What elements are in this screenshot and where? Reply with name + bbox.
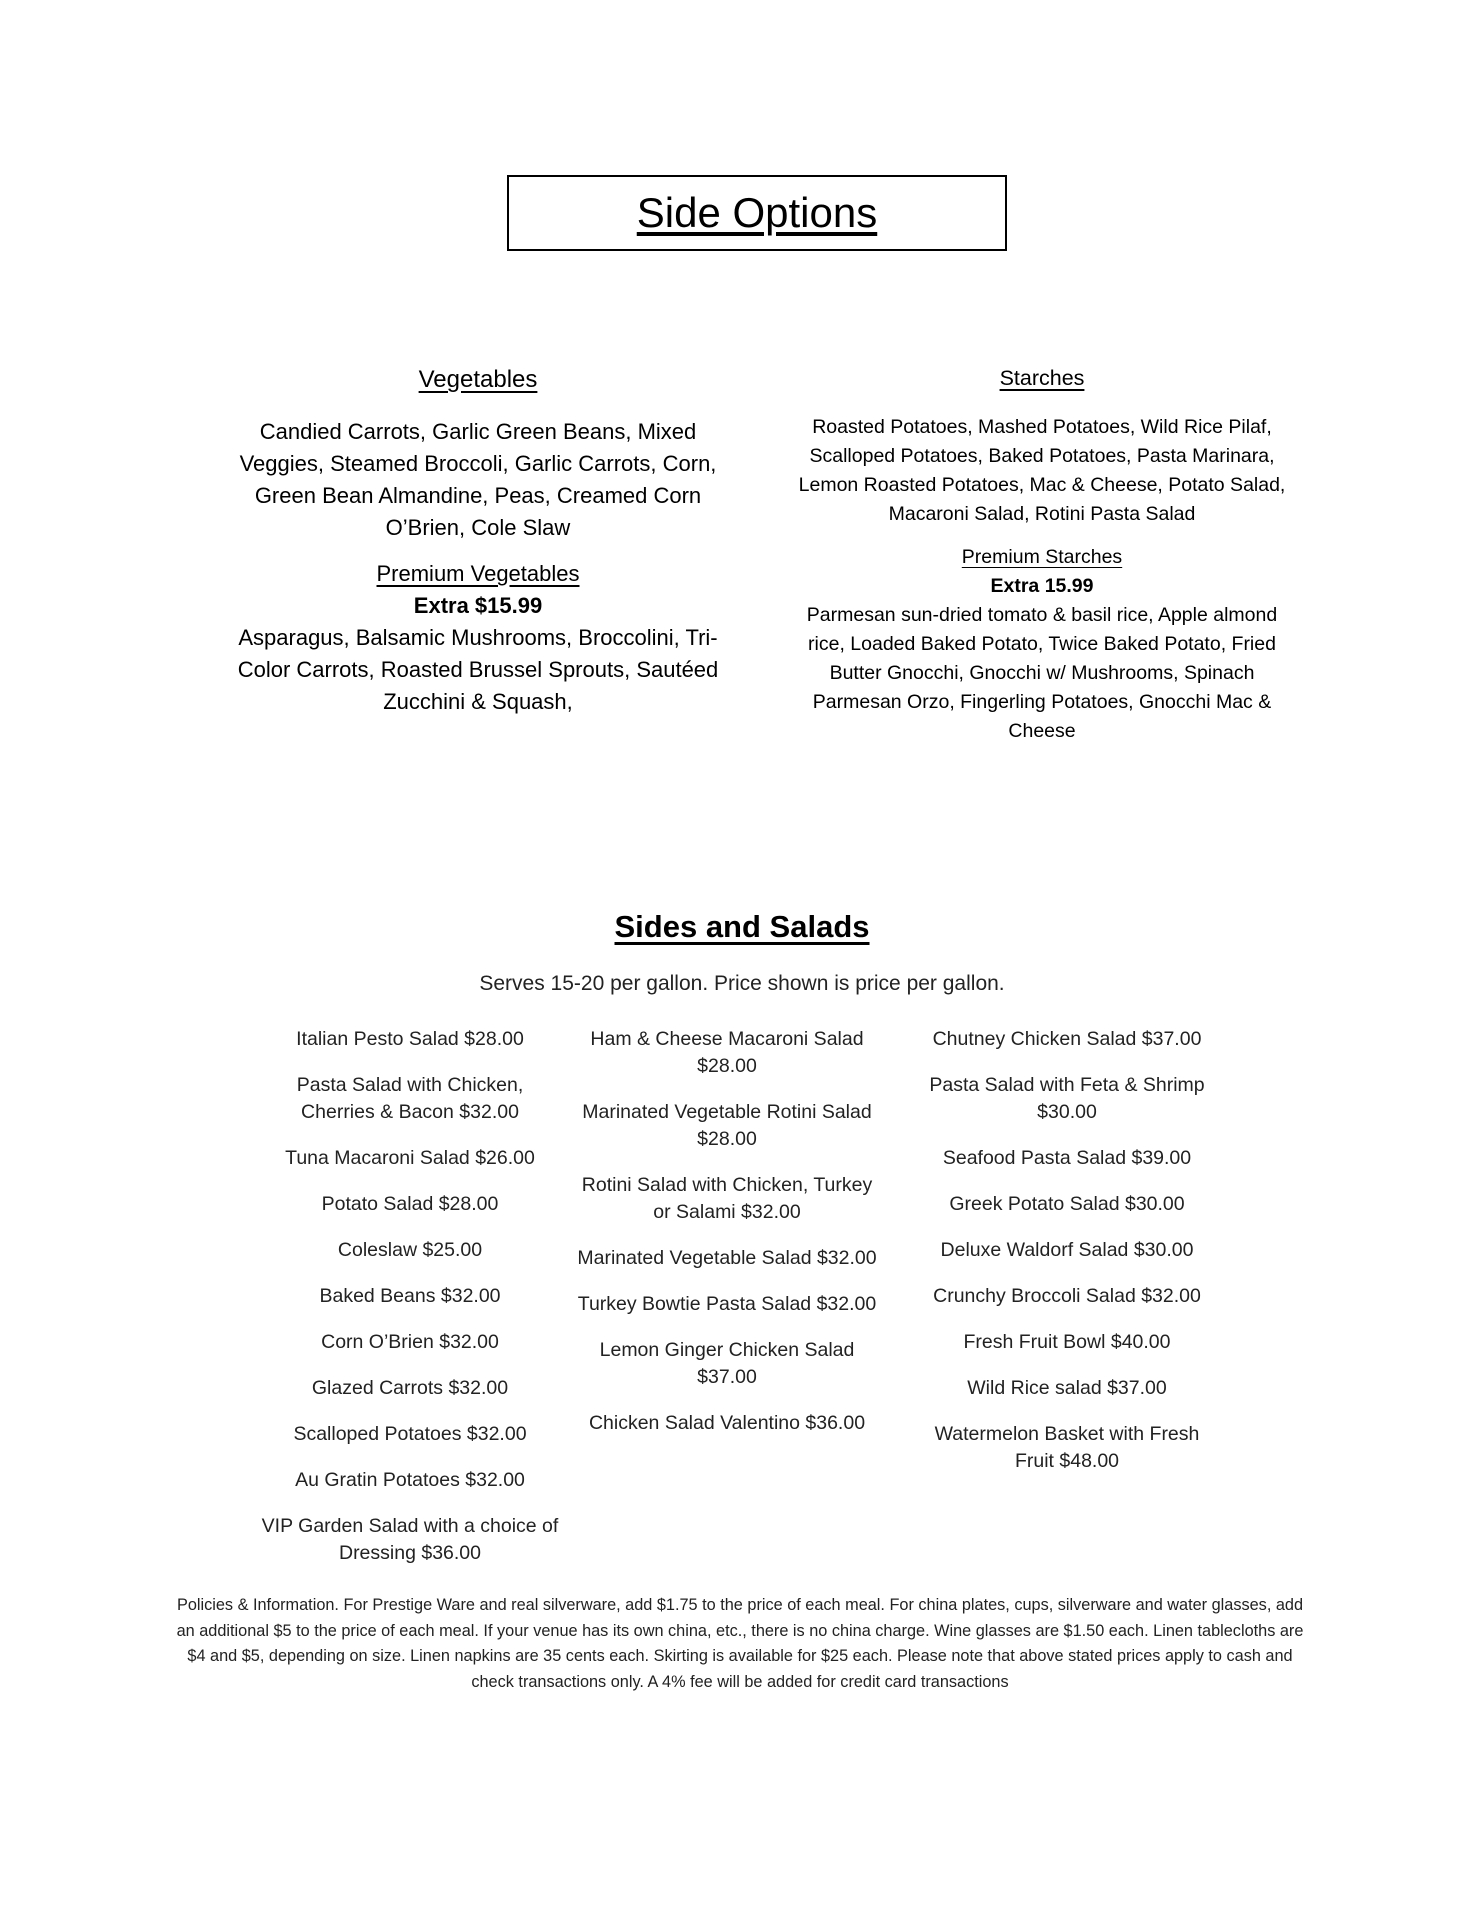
menu-item: Fresh Fruit Bowl $40.00 bbox=[963, 1331, 1171, 1353]
starches-heading: Starches bbox=[999, 366, 1085, 390]
page-title: Side Options bbox=[636, 189, 878, 236]
menu-item: Seafood Pasta Salad $39.00 bbox=[942, 1147, 1192, 1169]
menu-item: Marinated Vegetable Rotini Salad $28.00 bbox=[582, 1101, 872, 1150]
menu-item: Greek Potato Salad $30.00 bbox=[949, 1193, 1185, 1215]
premium-vegetables-list: Asparagus, Balsamic Mushrooms, Broccolini, Tri-Color Carrots, Roasted Brussel Sprouts, Sautéed Zucchini & Squash, bbox=[237, 625, 719, 714]
sides-heading: Sides and Salads bbox=[614, 909, 870, 944]
menu-item: Corn O’Brien $32.00 bbox=[321, 1331, 499, 1353]
starches-list: Roasted Potatoes, Mashed Potatoes, Wild Rice Pilaf, Scalloped Potatoes, Baked Potatoes, Pasta Marinara, Lemon Roasted Potatoes, Mac & Cheese, Potato Salad, Macaroni Salad, Rotini Pasta Salad bbox=[798, 416, 1286, 525]
menu-item: Chutney Chicken Salad $37.00 bbox=[932, 1028, 1202, 1050]
menu-item: Glazed Carrots $32.00 bbox=[311, 1377, 509, 1399]
serves-note: Serves 15-20 per gallon. Price shown is price per gallon. bbox=[479, 972, 1005, 995]
menu-item: Ham & Cheese Macaroni Salad $28.00 bbox=[590, 1028, 864, 1077]
menu-item: Crunchy Broccoli Salad $32.00 bbox=[933, 1285, 1201, 1307]
menu-item: Potato Salad $28.00 bbox=[321, 1193, 499, 1215]
sides-column-3 bbox=[917, 1026, 1217, 1494]
menu-item: Tuna Macaroni Salad $26.00 bbox=[285, 1147, 535, 1169]
menu-item: Pasta Salad with Feta & Shrimp $30.00 bbox=[929, 1074, 1205, 1123]
premium-starches-extra: Extra 15.99 bbox=[990, 575, 1094, 597]
menu-item: Scalloped Potatoes $32.00 bbox=[293, 1423, 527, 1445]
menu-item: Italian Pesto Salad $28.00 bbox=[296, 1028, 524, 1050]
sides-column-1 bbox=[260, 1026, 560, 1586]
premium-starches-list: Parmesan sun-dried tomato & basil rice, Apple almond rice, Loaded Baked Potato, Twice Baked Potato, Fried Butter Gnocchi, Gnocchi w/ Mushrooms, Spinach Parmesan Orzo, Fingerling Potatoes, Gnocchi Mac & Cheese bbox=[806, 604, 1278, 742]
menu-item: Chicken Salad Valentino $36.00 bbox=[588, 1412, 866, 1434]
menu-item: Rotini Salad with Chicken, Turkey or Salami $32.00 bbox=[581, 1174, 873, 1223]
menu-item: Turkey Bowtie Pasta Salad $32.00 bbox=[577, 1293, 877, 1315]
menu-item: Lemon Ginger Chicken Salad $37.00 bbox=[599, 1339, 855, 1388]
starches-section bbox=[787, 366, 1297, 746]
menu-item: Marinated Vegetable Salad $32.00 bbox=[577, 1247, 877, 1269]
menu-item: VIP Garden Salad with a choice of Dressing $36.00 bbox=[261, 1515, 559, 1564]
menu-item: Pasta Salad with Chicken, Cherries & Bacon $32.00 bbox=[296, 1074, 524, 1123]
menu-item: Watermelon Basket with Fresh Fruit $48.00 bbox=[934, 1423, 1200, 1472]
policy-text: Policies & Information. For Prestige Ware and real silverware, add $1.75 to the price of each meal. For china plates, cups, silverware and water glasses, add an additional $5 to the price of each meal. If your venue has its own china, etc., there is no china charge. Wine glasses are $1.50 each. Linen tablecloths are $4 and $5, depending on size. Linen napkins are 35 cents each. Skirting is available for $25 each. Please note that above stated prices apply to cash and check transactions only. A 4% fee will be added for credit card transactions bbox=[176, 1596, 1304, 1691]
vegetables-list: Candied Carrots, Garlic Green Beans, Mixed Veggies, Steamed Broccoli, Garlic Carrots, Corn, Green Bean Almandine, Peas, Creamed Corn O’Brien, Cole Slaw bbox=[239, 419, 717, 540]
menu-item: Coleslaw $25.00 bbox=[337, 1239, 483, 1261]
premium-vegetables-extra: Extra $15.99 bbox=[413, 593, 543, 618]
menu-item: Baked Beans $32.00 bbox=[319, 1285, 501, 1307]
menu-item: Wild Rice salad $37.00 bbox=[967, 1377, 1167, 1399]
premium-starches-heading: Premium Starches bbox=[961, 546, 1123, 568]
sides-column-2 bbox=[577, 1026, 877, 1456]
premium-vegetables-heading: Premium Vegetables bbox=[376, 561, 580, 586]
menu-item: Deluxe Waldorf Salad $30.00 bbox=[940, 1239, 1194, 1261]
title-box bbox=[507, 175, 1007, 251]
vegetables-section bbox=[228, 366, 728, 718]
menu-item: Au Gratin Potatoes $32.00 bbox=[295, 1469, 525, 1491]
vegetables-heading: Vegetables bbox=[418, 366, 538, 393]
